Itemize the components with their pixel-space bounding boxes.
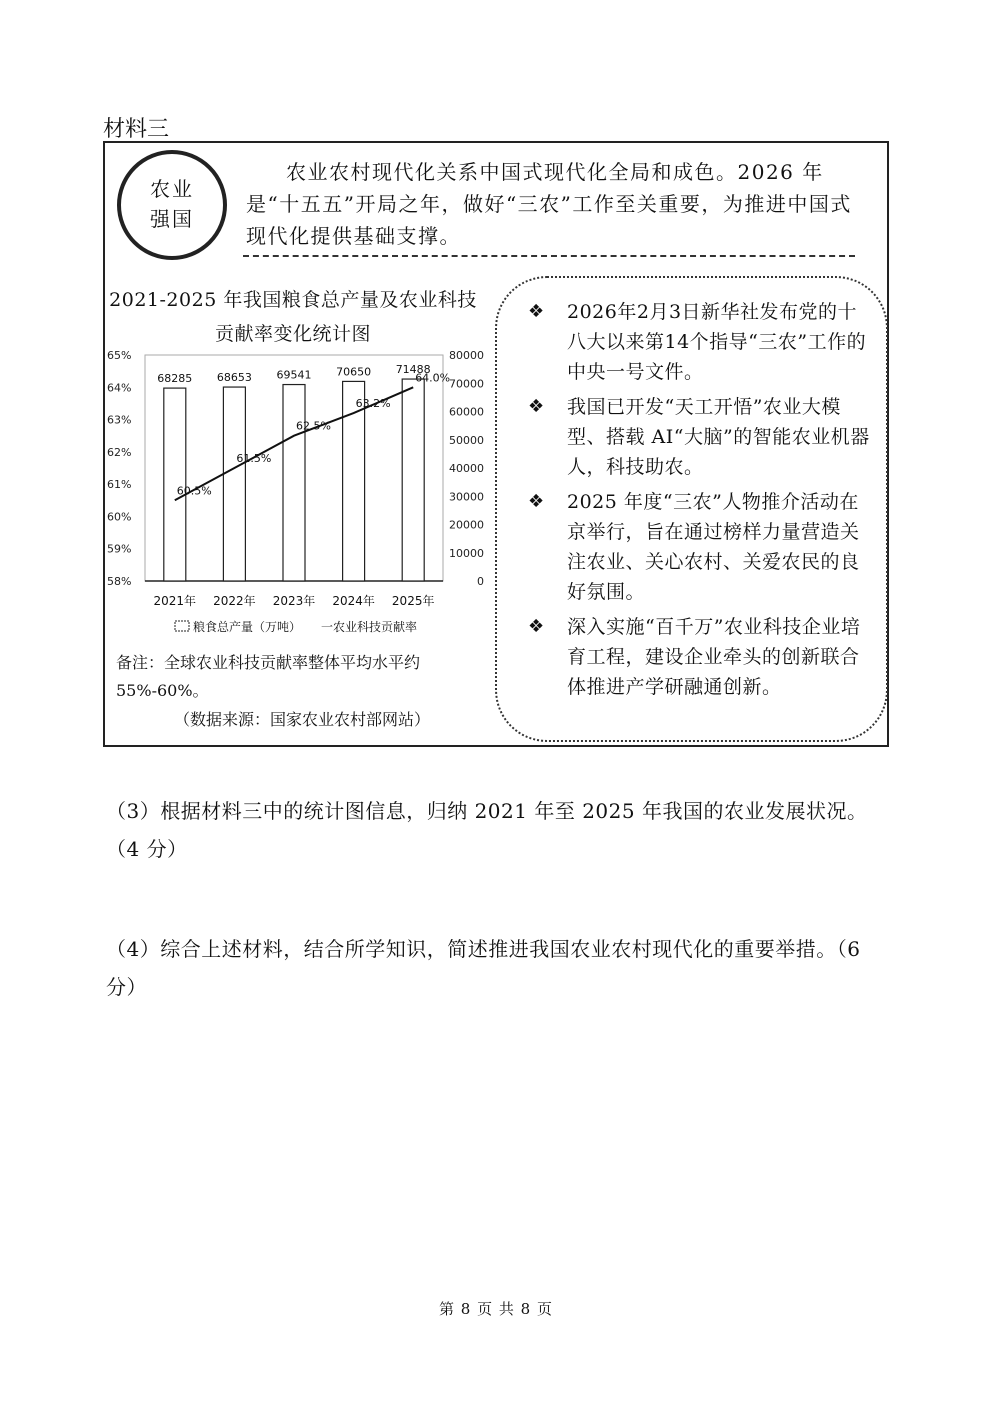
left-tick-label: 59% [107, 542, 132, 556]
grain-bar-label: 70650 [336, 365, 372, 379]
tech-rate-label: 64.0% [415, 371, 451, 385]
right-tick-label: 0 [477, 575, 484, 588]
category-label: 2022年 [213, 594, 256, 608]
grain-bar-label: 71488 [395, 363, 431, 377]
right-tick-label: 20000 [449, 518, 484, 532]
left-tick-label: 63% [107, 413, 132, 427]
grain-bar [223, 387, 245, 581]
grain-bar-label: 69541 [276, 368, 312, 382]
grain-bar [343, 381, 365, 581]
legend-line-label: 一农业科技贡献率 [321, 620, 418, 634]
chart-source: （数据来源：国家农业农村部网站） [173, 710, 430, 729]
category-label: 2021年 [153, 594, 197, 608]
chart-title: 2021-2025 年我国粮食总产量及农业科技贡献率变化统计图 [109, 289, 477, 345]
news-item-text: 2025 年度“三农”人物推介活动在京举行，旨在通过榜样力量营造关注农业、关心农村、关爱农民的良好氛围。 [567, 491, 860, 603]
grain-bar [283, 385, 305, 581]
category-label: 2024年 [332, 594, 375, 608]
left-tick-label: 65% [107, 349, 132, 362]
category-label: 2025年 [391, 594, 435, 608]
diamond-bullet-icon: ❖ [528, 301, 545, 322]
news-item [525, 612, 870, 702]
right-tick-label: 50000 [449, 433, 484, 447]
right-tick-label: 80000 [449, 349, 484, 362]
left-tick-label: 62% [107, 445, 132, 459]
left-axis-ticks [107, 349, 131, 588]
legend-bar-label: 粮食总产量（万吨） [193, 620, 302, 634]
category-label: 2023年 [272, 594, 316, 608]
right-tick-label: 40000 [449, 462, 484, 475]
left-tick-label: 61% [107, 478, 132, 492]
bar-series [157, 363, 430, 581]
diamond-bullet-icon: ❖ [528, 616, 545, 637]
news-item-text: 2026年2月3日新华社发布党的十八大以来第14个指导“三农”工作的中央一号文件。 [567, 301, 867, 383]
right-tick-label: 10000 [449, 546, 484, 560]
grain-bar-label: 68653 [216, 371, 252, 385]
left-tick-label: 64% [107, 381, 132, 395]
question-3: （3）根据材料三中的统计图信息，归纳 2021 年至 2025 年我国的农业发展状况。（4 分） [106, 799, 868, 861]
intro-divider [243, 255, 855, 257]
badge-label: 农业 强国 [150, 177, 194, 231]
right-tick-label: 60000 [449, 405, 484, 419]
grain-bar-label: 68285 [157, 372, 193, 386]
legend-bar-swatch [175, 621, 189, 631]
grain-tech-chart [103, 343, 488, 645]
news-item [525, 487, 870, 607]
chart-note: 备注：全球农业科技贡献率整体平均水平约55%-60%。 [116, 653, 421, 700]
question-4: （4）综合上述材料，结合所学知识，简述推进我国农业农村现代化的重要举措。（6 分） [106, 937, 861, 999]
tech-rate-label: 63.2% [355, 397, 391, 411]
right-tick-label: 70000 [449, 377, 484, 391]
chart-legend [175, 619, 417, 634]
news-item-text: 深入实施“百千万”农业科技企业培育工程，建设企业牵头的创新联合体推进产学研融通创新。 [567, 616, 861, 698]
news-list [525, 297, 870, 707]
material-intro: 农业农村现代化关系中国式现代化全局和成色。2026 年是“十五五”开局之年，做好“三农”工作至关重要，为推进中国式现代化提供基础支撑。 [246, 160, 852, 248]
page-footer: 第 8 页 共 8 页 [439, 1300, 553, 1318]
left-tick-label: 58% [107, 575, 132, 588]
tech-rate-label: 62.5% [296, 419, 331, 433]
left-tick-label: 60% [107, 510, 132, 524]
category-labels [154, 593, 435, 608]
tech-rate-label: 61.5% [236, 452, 272, 465]
diamond-bullet-icon: ❖ [528, 396, 545, 417]
material-title: 材料三 [103, 117, 170, 142]
diamond-bullet-icon: ❖ [528, 491, 545, 512]
right-axis-ticks [449, 349, 484, 588]
tech-rate-label: 60.5% [176, 484, 212, 498]
right-tick-label: 30000 [449, 490, 484, 504]
news-item-text: 我国已开发“天工开悟”农业大模型、搭载 AI“大脑”的智能农业机器人，科技助农。 [567, 396, 870, 478]
news-item [525, 392, 870, 482]
news-item [525, 297, 870, 387]
grain-bar [402, 379, 424, 581]
